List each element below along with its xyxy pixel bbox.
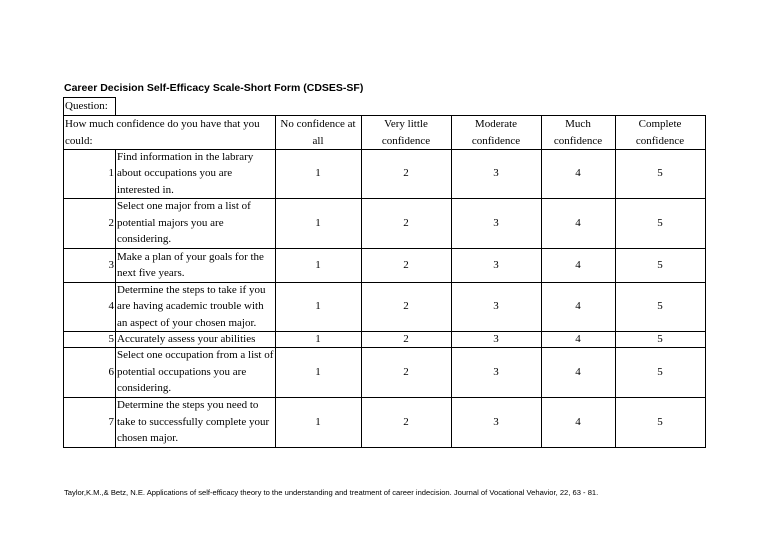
score-cell: 2 [403,300,409,313]
table-border [63,447,706,448]
item-number: 2 [108,216,114,229]
score-cell: 3 [493,216,499,229]
score-cell: 1 [315,300,321,313]
item-text: Accurately assess your abilities [117,332,256,345]
scale-header: Complete confidence [635,118,685,147]
score-cell: 2 [403,258,409,271]
score-cell: 5 [657,167,663,180]
table-border [115,97,116,115]
score-cell: 3 [493,258,499,271]
question-prompt: How much confidence do you have that you could: [65,118,260,147]
score-cell: 4 [575,167,581,180]
score-cell: 5 [657,258,663,271]
item-number: 6 [108,365,114,378]
score-cell: 1 [315,216,321,229]
score-cell: 4 [575,415,581,428]
scale-header: Very little confidence [381,118,431,147]
score-cell: 2 [403,332,409,345]
score-cell: 4 [575,300,581,313]
score-cell: 1 [315,415,321,428]
score-cell: 4 [575,365,581,378]
question-label: Question: [65,100,108,112]
score-cell: 2 [403,415,409,428]
document-title: Career Decision Self-Efficacy Scale-Short Form (CDSES-SF) [64,82,364,94]
item-number: 4 [108,300,114,313]
score-cell: 5 [657,415,663,428]
table-border [705,115,706,447]
score-cell: 2 [403,216,409,229]
score-cell: 4 [575,332,581,345]
score-cell: 1 [315,258,321,271]
scale-header: Much confidence [553,118,603,147]
score-cell: 3 [493,415,499,428]
score-cell: 5 [657,332,663,345]
score-cell: 2 [403,365,409,378]
item-text: Find information in the labrary about occupations you are interested in. [117,150,254,196]
score-cell: 1 [315,167,321,180]
score-cell: 1 [315,365,321,378]
scale-header: Moderate confidence [471,118,521,147]
item-text: Select one occupation from a list of potential occupations you are considering. [117,349,274,395]
score-cell: 3 [493,167,499,180]
item-text: Make a plan of your goals for the next five years. [117,250,264,279]
score-cell: 3 [493,365,499,378]
item-number: 1 [108,167,114,180]
item-text: Select one major from a list of potential majors you are considering. [117,200,251,246]
score-cell: 3 [493,332,499,345]
item-number: 7 [108,415,114,428]
score-cell: 2 [403,167,409,180]
score-cell: 1 [315,332,321,345]
scale-header: No confidence at all [280,118,356,147]
score-cell: 5 [657,216,663,229]
score-cell: 4 [575,216,581,229]
score-cell: 3 [493,300,499,313]
citation-footnote: Taylor,K.M.,& Betz, N.E. Applications of self-efficacy theory to the understanding and treatment of career indecision. Journal of Vocational Vehavior, 22, 63 - 81. [64,488,599,497]
item-text: Determine the steps you need to take to successfully complete your chosen major. [117,399,270,445]
score-cell: 4 [575,258,581,271]
score-cell: 5 [657,300,663,313]
item-number: 5 [108,332,114,345]
score-cell: 5 [657,365,663,378]
item-number: 3 [108,258,114,271]
item-text: Determine the steps to take if you are having academic trouble with an aspect of your chosen major. [117,283,266,329]
